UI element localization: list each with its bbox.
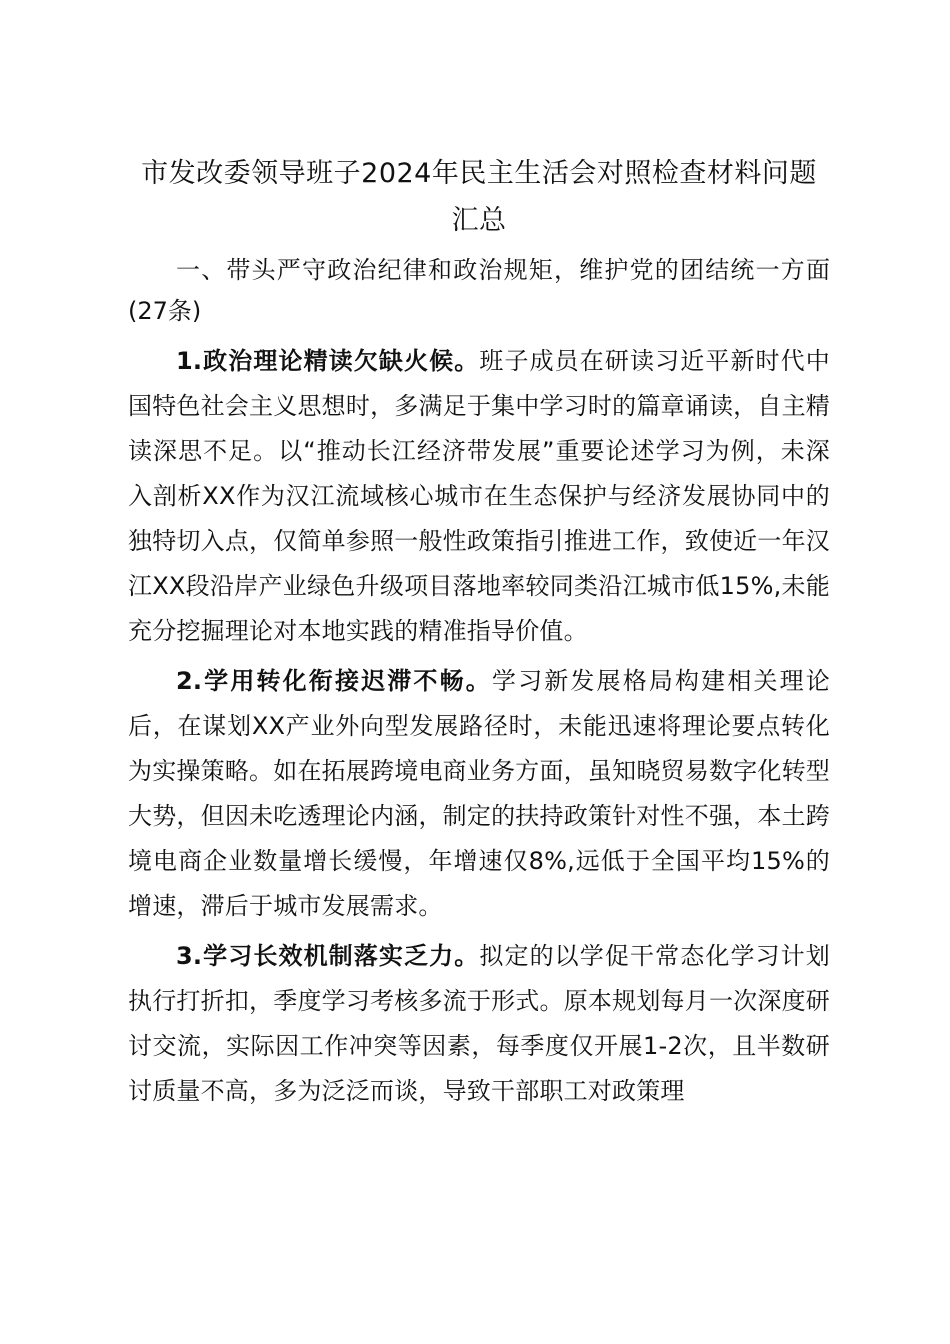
section-heading: 一、带头严守政治纪律和政治规矩，维护党的团结统一方面(27条) (128, 256, 830, 325)
issue-item-2-body: 学习新发展格局构建相关理论后，在谋划XX产业外向型发展路径时，未能迅速将理论要点转化为实操策略。如在拓展跨境电商业务方面，虽知晓贸易数字化转型大势，但因未吃透理论内涵，制定的扶持政策针对性不强，本土跨境电商企业数量增长缓慢，年增速仅8%,远低于全国平均15%的增速，滞后于城市发展需求。 (128, 667, 830, 920)
issue-item-2-lead: 2.学用转化衔接迟滞不畅。 (176, 667, 492, 695)
issue-item-3-lead: 3.学习长效机制落实乏力。 (176, 942, 480, 970)
issue-item-3-body: 拟定的以学促干常态化学习计划执行打折扣，季度学习考核多流于形式。原本规划每月一次深度研讨交流，实际因工作冲突等因素，每季度仅开展1-2次，且半数研讨质量不高，多为泛泛而谈，导致干部职工对政策理 (128, 942, 830, 1105)
issue-item-1-lead: 1.政治理论精读欠缺火候。 (176, 347, 480, 375)
issue-item-3 (128, 934, 830, 1114)
document-page (128, 150, 830, 1119)
issue-item-2 (128, 659, 830, 929)
issue-item-1 (128, 339, 830, 654)
issue-item-1-body: 班子成员在研读习近平新时代中国特色社会主义思想时，多满足于集中学习时的篇章诵读，自主精读深思不足。以“推动长江经济带发展”重要论述学习为例，未深入剖析XX作为汉江流域核心城市在生态保护与经济发展协同中的独特切入点，仅简单参照一般性政策指引推进工作，致使近一年汉江XX段沿岸产业绿色升级项目落地率较同类沿江城市低15%,未能充分挖掘理论对本地实践的精准指导价值。 (128, 347, 830, 645)
document-title: 市发改委领导班子2024年民主生活会对照检查材料问题汇总 (141, 158, 817, 236)
